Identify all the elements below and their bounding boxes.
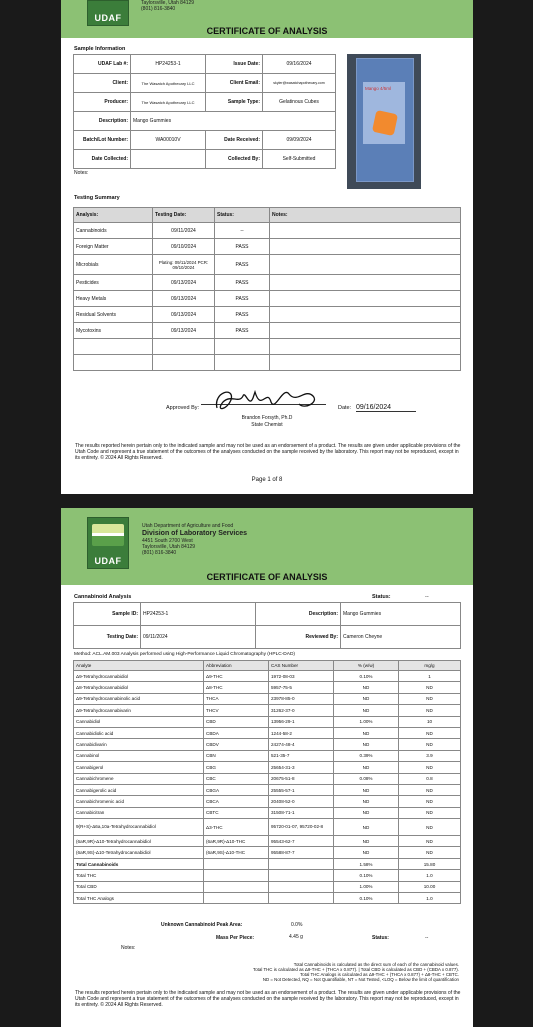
cas-number: 521-35-7 bbox=[269, 750, 334, 761]
testing-date: 09/11/2024 bbox=[153, 223, 215, 239]
sample-info-table bbox=[73, 54, 336, 169]
blank-cell bbox=[204, 858, 269, 869]
abbreviation: CBCA bbox=[204, 796, 269, 807]
table-row bbox=[74, 819, 461, 836]
description-label: Description: bbox=[74, 112, 131, 131]
abbreviation: (6aR,9R)-Δ10-THC bbox=[204, 836, 269, 847]
date-collected bbox=[131, 150, 206, 169]
total-name: Total CBD bbox=[74, 881, 204, 892]
notes-cell bbox=[270, 275, 461, 291]
sample-information-title: Sample Information bbox=[74, 46, 126, 52]
abbreviation: Δ9-THC bbox=[204, 671, 269, 682]
total-mgg: 1.0 bbox=[399, 893, 461, 904]
percent-ww: ND bbox=[334, 693, 399, 704]
analyte-name: Cannabicitran bbox=[74, 807, 204, 818]
mass-per-piece-value: 4.45 g bbox=[289, 934, 303, 940]
testing-date: 09/13/2024 bbox=[153, 323, 215, 339]
unknown-peak-label: Unknown Cannabinoid Peak Area: bbox=[161, 922, 243, 928]
description-label: Description: bbox=[256, 603, 341, 626]
mg-per-g: ND bbox=[399, 836, 461, 847]
total-percent: 0.10% bbox=[334, 870, 399, 881]
issue-date-label: Issue Date: bbox=[206, 55, 263, 74]
reviewed-by: Cameron Cheyne bbox=[341, 626, 461, 649]
table-row bbox=[74, 773, 461, 784]
percent-ww: ND bbox=[334, 836, 399, 847]
coa-page-1 bbox=[61, 0, 473, 494]
percent-ww: ND bbox=[334, 796, 399, 807]
analyte-name: Δ8-Tetrahydrocannabidiol bbox=[74, 682, 204, 693]
certificate-title: CERTIFICATE OF ANALYSIS bbox=[206, 572, 328, 582]
abbreviation: CBTC bbox=[204, 807, 269, 818]
sample-id: HP24253-1 bbox=[141, 603, 256, 626]
table-row bbox=[74, 693, 461, 704]
producer-label: Producer: bbox=[74, 93, 131, 112]
batch-number: WA00010V bbox=[131, 131, 206, 150]
table-row bbox=[74, 223, 461, 239]
percent-ww: 0.39% bbox=[334, 750, 399, 761]
cas-number: 31262-37-0 bbox=[269, 705, 334, 716]
table-row bbox=[74, 255, 461, 275]
status-value: PASS bbox=[215, 239, 270, 255]
table-row bbox=[74, 239, 461, 255]
mg-per-g: ND bbox=[399, 727, 461, 738]
analysis-name: Mycotoxins bbox=[74, 323, 153, 339]
status2-value: -- bbox=[425, 935, 429, 941]
signer-title: State Chemist bbox=[251, 422, 283, 428]
testing-date: 09/13/2024 bbox=[153, 307, 215, 323]
date-received: 09/09/2024 bbox=[263, 131, 336, 150]
notes-label: Notes: bbox=[121, 945, 136, 951]
signer-name: Brandon Forsyth, Ph.D bbox=[241, 415, 293, 421]
status-value: PASS bbox=[215, 291, 270, 307]
mg-per-g: ND bbox=[399, 693, 461, 704]
notes-cell bbox=[270, 307, 461, 323]
percent-ww: ND bbox=[334, 682, 399, 693]
signature-image bbox=[209, 382, 329, 416]
mg-per-g: 1 bbox=[399, 671, 461, 682]
abbreviation: CBN bbox=[204, 750, 269, 761]
date-received-label: Date Received: bbox=[206, 131, 263, 150]
analyte-name: Δ9-Tetrahydrocannabivarin bbox=[74, 705, 204, 716]
total-percent: 0.10% bbox=[334, 893, 399, 904]
analyte-name: Cannabigerol bbox=[74, 762, 204, 773]
lab-number: HP24253-1 bbox=[131, 55, 206, 74]
testing-date-label: Testing Date: bbox=[74, 626, 141, 649]
blank-cell bbox=[204, 870, 269, 881]
table-row bbox=[74, 762, 461, 773]
table-row bbox=[74, 847, 461, 858]
abbreviation: Δ8-THC bbox=[204, 682, 269, 693]
blank-cell bbox=[269, 893, 334, 904]
status2-label: Status: bbox=[372, 935, 389, 941]
cas-number: 95720-01-07, 95720-02-8 bbox=[269, 819, 334, 836]
mg-per-g: ND bbox=[399, 784, 461, 795]
testing-date: 09/11/2024 bbox=[141, 626, 256, 649]
total-name: Total Cannabinoids bbox=[74, 858, 204, 869]
cas-number: 25654-31-3 bbox=[269, 762, 334, 773]
table-row bbox=[74, 796, 461, 807]
analyte-name: Cannabigerolic acid bbox=[74, 784, 204, 795]
table-row bbox=[74, 727, 461, 738]
table-row bbox=[74, 323, 461, 339]
notes-label: Notes: bbox=[74, 170, 89, 176]
mg-per-g: ND bbox=[399, 847, 461, 858]
cas-number: 20675-51-8 bbox=[269, 773, 334, 784]
cas-number: 25555-57-1 bbox=[269, 784, 334, 795]
percent-ww: ND bbox=[334, 784, 399, 795]
notes-cell bbox=[270, 323, 461, 339]
analyte-name: Δ9-Tetrahydrocannabidiol bbox=[74, 671, 204, 682]
analyte-name: Cannabidiol bbox=[74, 716, 204, 727]
status-value: -- bbox=[215, 223, 270, 239]
col-mgg: mg/g bbox=[399, 661, 461, 671]
mass-per-piece-label: Mass Per Piece: bbox=[216, 935, 255, 941]
analysis-name: Residual Solvents bbox=[74, 307, 153, 323]
table-row bbox=[74, 275, 461, 291]
percent-ww: 0.08% bbox=[334, 773, 399, 784]
cas-number: 1972-08-03 bbox=[269, 671, 334, 682]
status-value: PASS bbox=[215, 255, 270, 275]
date-label: Date: bbox=[338, 405, 352, 411]
table-row bbox=[74, 739, 461, 750]
abbreviation: CBDV bbox=[204, 739, 269, 750]
batch-label: Batch/Lot Number: bbox=[74, 131, 131, 150]
abbreviation: CBD bbox=[204, 716, 269, 727]
abbreviation: (6aR,9S)-Δ10-THC bbox=[204, 847, 269, 858]
sample-type-label: Sample Type: bbox=[206, 93, 263, 112]
table-row bbox=[74, 355, 461, 371]
notes-cell bbox=[270, 239, 461, 255]
abbreviation: CBC bbox=[204, 773, 269, 784]
unknown-peak-value: 0.0% bbox=[291, 922, 303, 928]
total-percent: 1.58% bbox=[334, 858, 399, 869]
percent-ww: 0.10% bbox=[334, 671, 399, 682]
udaf-logo: UDAF bbox=[87, 517, 129, 569]
approval-date: 09/16/2024 bbox=[356, 404, 416, 412]
percent-ww: ND bbox=[334, 847, 399, 858]
product-photo bbox=[347, 54, 421, 189]
client-label: Client: bbox=[74, 74, 131, 93]
analyte-name: Cannabichromenic acid bbox=[74, 796, 204, 807]
lab-address: Taylorsville, Utah 84129 (801) 816-3840 bbox=[141, 0, 195, 12]
footnotes: Total Cannabinoids is calculated as the direct sum of each of the cannabinoid values. Total THC is calculated as Δ9-THC + (THCA x 0.877). | Total CBD is calculated as CBD + (CBDA x 0.877). Total THC Analogs is calculated as Δ9-THC + (THCA x 0.877) + Δ8-THC + CBTC. ND = Not Detected, NQ = Not Quantifiable, NT = Not Tested, <LOQ = Below the limit of quantification bbox=[253, 962, 459, 982]
blank-cell bbox=[269, 870, 334, 881]
cas-number: 5957-75-5 bbox=[269, 682, 334, 693]
table-row bbox=[74, 807, 461, 818]
mg-per-g: ND bbox=[399, 796, 461, 807]
cas-number: 1244-58-2 bbox=[269, 727, 334, 738]
mg-per-g: ND bbox=[399, 739, 461, 750]
col-abbreviation: Abbreviation bbox=[204, 661, 269, 671]
analysis-name: Heavy Metals bbox=[74, 291, 153, 307]
blank-cell bbox=[204, 881, 269, 892]
analyte-name: Cannabinol bbox=[74, 750, 204, 761]
page-number: Page 1 of 8 bbox=[251, 477, 283, 483]
analyte-name: Δ9-Tetrahydrocannabinolic acid bbox=[74, 693, 204, 704]
disclaimer-text: The results reported herein pertain only to the indicated sample and may not be used as an endorsement of a product. The results are given under applicable provisions of the Utah Code and represent a true statement of the outcomes of the analyses conducted on the sample received by the laboratory. This report may not be reproduced, except in its entirety. © 2024 All Rights Reserved. bbox=[75, 443, 461, 461]
table-row bbox=[74, 671, 461, 682]
table-row bbox=[74, 307, 461, 323]
collected-by: Self-Submitted bbox=[263, 150, 336, 169]
cas-number: 24274-48-4 bbox=[269, 739, 334, 750]
cas-number: 95588-87-7 bbox=[269, 847, 334, 858]
col-notes: Notes: bbox=[270, 208, 461, 223]
testing-summary-table bbox=[73, 207, 461, 371]
testing-summary-title: Testing Summary bbox=[74, 195, 120, 201]
mg-per-g: ND bbox=[399, 705, 461, 716]
analyte-name: (6aR,9S)-Δ10-Tetrahydrocannabidiol bbox=[74, 847, 204, 858]
cannabinoid-analysis-title: Cannabinoid Analysis bbox=[74, 594, 132, 600]
table-row bbox=[74, 784, 461, 795]
client-name: The Wasatch Apothecary LLC bbox=[131, 74, 206, 93]
percent-ww: ND bbox=[334, 739, 399, 750]
testing-date: 09/13/2024 bbox=[153, 291, 215, 307]
collected-by-label: Collected By: bbox=[206, 150, 263, 169]
total-percent: 1.00% bbox=[334, 881, 399, 892]
testing-date: 09/13/2024 bbox=[153, 275, 215, 291]
abbreviation: CBG bbox=[204, 762, 269, 773]
cas-number: 31508-71-1 bbox=[269, 807, 334, 818]
col-cas: CAS Number bbox=[269, 661, 334, 671]
certificate-title: CERTIFICATE OF ANALYSIS bbox=[206, 26, 328, 36]
analysis-name: Pesticides bbox=[74, 275, 153, 291]
method-text: Method: ACL.AM.003 Analysis performed using High-Performance Liquid Chromatography (HPLC-DAD) bbox=[74, 652, 296, 657]
col-status: Status: bbox=[215, 208, 270, 223]
table-row bbox=[74, 750, 461, 761]
table-row bbox=[74, 339, 461, 355]
percent-ww: ND bbox=[334, 705, 399, 716]
analysis-name: Foreign Matter bbox=[74, 239, 153, 255]
udaf-logo: UDAF bbox=[87, 0, 129, 26]
abbreviation: THCA bbox=[204, 693, 269, 704]
mg-per-g: ND bbox=[399, 682, 461, 693]
total-row bbox=[74, 870, 461, 881]
reviewed-by-label: Reviewed By: bbox=[256, 626, 341, 649]
cannabinoid-table bbox=[73, 660, 461, 904]
table-row bbox=[74, 705, 461, 716]
table-row bbox=[74, 682, 461, 693]
testing-date: 09/10/2024 bbox=[153, 239, 215, 255]
notes-cell bbox=[270, 223, 461, 239]
cas-number: 20408-52-0 bbox=[269, 796, 334, 807]
notes-cell bbox=[270, 291, 461, 307]
abbreviation: THCV bbox=[204, 705, 269, 716]
gummy-image bbox=[372, 110, 398, 136]
mg-per-g: ND bbox=[399, 762, 461, 773]
col-analyte: Analyte bbox=[74, 661, 204, 671]
percent-ww: 1.00% bbox=[334, 716, 399, 727]
analyte-name: Cannabichromene bbox=[74, 773, 204, 784]
mg-per-g: 10 bbox=[399, 716, 461, 727]
cas-number: 13956-29-1 bbox=[269, 716, 334, 727]
issue-date: 09/16/2024 bbox=[263, 55, 336, 74]
status-value: PASS bbox=[215, 323, 270, 339]
mg-per-g: ND bbox=[399, 819, 461, 836]
total-row bbox=[74, 881, 461, 892]
approved-by-label: Approved By: bbox=[166, 405, 200, 411]
header-banner bbox=[61, 0, 473, 38]
analyte-name: Cannabidivarin bbox=[74, 739, 204, 750]
total-mgg: 1.0 bbox=[399, 870, 461, 881]
percent-ww: ND bbox=[334, 727, 399, 738]
blank-cell bbox=[204, 893, 269, 904]
header-banner bbox=[61, 508, 473, 585]
col-percent: % (w/w) bbox=[334, 661, 399, 671]
client-email: skyler@wasatchapothecary.com bbox=[263, 74, 336, 93]
client-email-label: Client Email: bbox=[206, 74, 263, 93]
analysis-name: Cannabinoids bbox=[74, 223, 153, 239]
table-row bbox=[74, 836, 461, 847]
status-label: Status: bbox=[372, 594, 391, 600]
date-collected-label: Date Collected: bbox=[74, 150, 131, 169]
col-testing-date: Testing Date: bbox=[153, 208, 215, 223]
blank-cell bbox=[269, 881, 334, 892]
abbreviation: Δ3-THC bbox=[204, 819, 269, 836]
table-row bbox=[74, 291, 461, 307]
analyte-name: 9(R+S)-Δ6a,10a-Tetrahydrocannabidiol bbox=[74, 819, 204, 836]
logo-landscape bbox=[92, 524, 124, 546]
mg-per-g: 3.9 bbox=[399, 750, 461, 761]
sample-id-label: Sample ID: bbox=[74, 603, 141, 626]
testing-date: Plating: 09/11/2024 PCR: 09/10/2024 bbox=[153, 255, 215, 275]
description-value: Mango Gummies bbox=[341, 603, 461, 626]
analyte-name: (6aR,9R)-Δ10-Tetrahydrocannabidiol bbox=[74, 836, 204, 847]
total-name: Total THC Analogs bbox=[74, 893, 204, 904]
abbreviation: CBGA bbox=[204, 784, 269, 795]
status-value: PASS bbox=[215, 307, 270, 323]
status-value: PASS bbox=[215, 275, 270, 291]
lab-number-label: UDAF Lab #: bbox=[74, 55, 131, 74]
blank-cell bbox=[269, 858, 334, 869]
cas-number: 23978-85-0 bbox=[269, 693, 334, 704]
total-mgg: 10.00 bbox=[399, 881, 461, 892]
percent-ww: ND bbox=[334, 807, 399, 818]
coa-page-2 bbox=[61, 508, 473, 1027]
lab-address: Utah Department of Agriculture and Food Division of Laboratory Services 4451 South 2700 West Taylorsville, Utah 84129 (801) 816-3840 bbox=[142, 523, 248, 556]
mg-per-g: 0.8 bbox=[399, 773, 461, 784]
percent-ww: ND bbox=[334, 819, 399, 836]
table-row bbox=[74, 716, 461, 727]
total-row bbox=[74, 893, 461, 904]
analysis-name: Microbials bbox=[74, 255, 153, 275]
total-name: Total THC bbox=[74, 870, 204, 881]
analyte-name: Cannabidiolic acid bbox=[74, 727, 204, 738]
total-mgg: 15.80 bbox=[399, 858, 461, 869]
notes-cell bbox=[270, 255, 461, 275]
col-analysis: Analysis: bbox=[74, 208, 153, 223]
sample-header-table bbox=[73, 602, 461, 649]
cas-number: 95543-62-7 bbox=[269, 836, 334, 847]
status-value: -- bbox=[425, 594, 429, 600]
total-row bbox=[74, 858, 461, 869]
abbreviation: CBDA bbox=[204, 727, 269, 738]
package-label: Mango 4/5ml bbox=[365, 86, 392, 91]
description-value: Mango Gummies bbox=[131, 112, 336, 131]
mg-per-g: ND bbox=[399, 807, 461, 818]
disclaimer-text: The results reported herein pertain only to the indicated sample and may not be used as an endorsement of a product. The results are given under applicable provisions of the Utah Code and represent a true statement of the outcomes of the analyses conducted on the sample received by the laboratory. This report may not be reproduced, except in its entirety. © 2024 All Rights Reserved. bbox=[75, 990, 461, 1008]
percent-ww: ND bbox=[334, 762, 399, 773]
sample-type: Gelatinous Cubes bbox=[263, 93, 336, 112]
producer-name: The Wasatch Apothecary LLC bbox=[131, 93, 206, 112]
